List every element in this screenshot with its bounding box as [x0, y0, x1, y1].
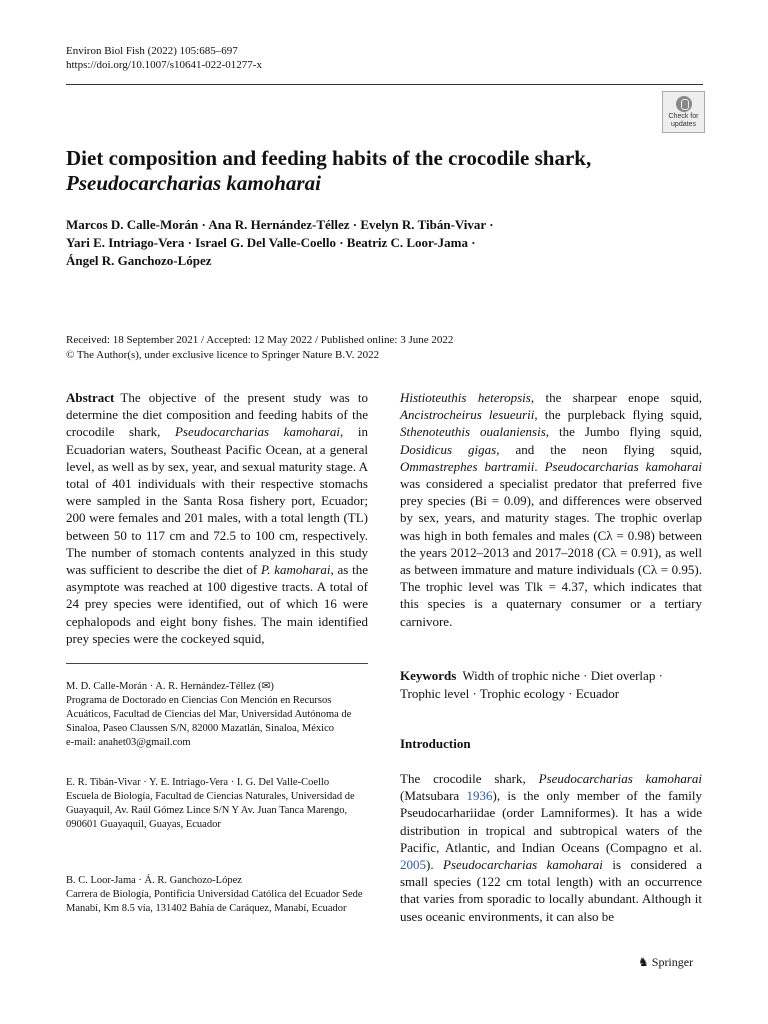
abstract-left-column: [66, 389, 368, 659]
intro-text: The crocodile shark,: [400, 771, 539, 786]
abstract-text: , the Jumbo flying squid,: [545, 424, 702, 440]
abstract-text: , the purpleback flying squid,: [534, 407, 703, 423]
species-name: Ancistrocheirus lesueurii: [400, 407, 535, 423]
bookmark-icon: [676, 96, 692, 112]
publisher-name: Springer: [651, 955, 694, 969]
abstract-label: Abstract: [66, 390, 115, 405]
abstract-text: The objective of the present study was to determine the diet composition and feeding habits of the crocodile shark,: [66, 390, 368, 440]
article-title: [66, 146, 666, 196]
affiliation-address: Escuela de Biología, Facultad de Ciencias Naturales, Universidad de Guayaquil, Av. Raúl Gómez Lince S/N Y Av. Juan Tanca Marengo, 090601 Guayaquil, Guayas, Ecuador: [66, 791, 355, 830]
affiliation-names: M. D. Calle-Morán · A. R. Hernández-Téllez (✉): [66, 681, 274, 692]
affiliation-names: E. R. Tibán-Vivar · Y. E. Intriago-Vera · I. G. Del Valle-Coello: [66, 777, 330, 788]
affiliation-2: [66, 776, 368, 832]
abstract-text: was considered a specialist predator that preferred five prey species (Bi = 0.09), and differences were observed by sex, years, and maturity stages. The trophic overlap was high in both females and males (Cλ = 0.98) between the years 2012–2013 and 2017–2018 (Cλ = 0.91), as well as between immature and mature individuals (Cλ = 0.95). The trophic level was Tlk = 4.37, which indicates that this species is a quaternary consumer or a tertiary carnivore.: [400, 476, 702, 629]
affiliation-1: [66, 680, 368, 750]
keywords-text: Width of trophic niche · Diet overlap · Trophic level · Trophic ecology · Ecuador: [400, 668, 663, 701]
species-name: Pseudocarcharias kamoharai: [544, 458, 703, 474]
species-name: P. kamoharai: [260, 562, 331, 578]
header-rule: [66, 84, 703, 85]
author-list: [66, 216, 696, 270]
keywords-label: Keywords: [400, 668, 457, 683]
species-name: Pseudocarcharias kamoharai: [174, 424, 341, 440]
species-name: Sthenoteuthis oualaniensis: [400, 424, 546, 440]
abstract-continuation: [400, 389, 702, 630]
journal-header: [66, 44, 262, 72]
species-name: Dosidicus gigas: [400, 441, 497, 457]
species-name: Pseudocarcharias kamoharai: [538, 771, 702, 786]
badge-label-2: updates: [671, 121, 696, 128]
affiliation-names: B. C. Loor-Jama · Á. R. Ganchozo-López: [66, 875, 242, 886]
intro-text: ).: [426, 857, 444, 873]
abstract-paragraph: [66, 389, 368, 647]
check-for-updates-badge[interactable]: [662, 91, 705, 133]
affiliation-rule: [66, 663, 368, 664]
badge-label-1: Check for: [668, 113, 699, 120]
title-line-1: Diet composition and feeding habits of the crocodile shark,: [66, 146, 592, 170]
keywords: [400, 667, 702, 703]
doi-link[interactable]: https://doi.org/10.1007/s10641-022-01277-x: [66, 59, 262, 71]
species-name: Ommastrephes bartramii: [400, 458, 535, 474]
received-dates: Received: 18 September 2021 / Accepted: 12 May 2022 / Published online: 3 June 2022: [66, 334, 454, 346]
copyright-line: © The Author(s), under exclusive licence to Springer Nature B.V. 2022: [66, 349, 380, 361]
abstract-right-column: [400, 389, 702, 630]
citation-link[interactable]: 2005: [400, 857, 426, 873]
abstract-text: , in Ecuadorian waters, Southeast Pacific Ocean, at a general level, as well as by sex, year, and sexual maturity stage. A total of 401 individuals with their respective stomachs were sampled in the Santa Rosa fishery port, Ecuador; 200 were females and 201 males, with a total length (TL) between 50 to 117 cm and 72.5 to 100 cm, respectively. The number of stomach contents analyzed in this study was sufficient to describe the diet of: [66, 424, 368, 578]
abstract-text: .: [534, 458, 545, 474]
email-link[interactable]: e-mail: anahet03@gmail.com: [66, 737, 191, 748]
intro-paragraph: [400, 770, 702, 925]
affiliation-address: Programa de Doctorado en Ciencias Con Mención en Recursos Acuáticos, Facultad de Ciencias del Mar, Universidad Autónoma de Sinaloa, Paseo Claussen S/N, 82000 Mazatlán, Sinaloa, México: [66, 695, 352, 734]
section-heading: Introduction: [400, 736, 471, 751]
abstract-text: , as the asymptote was reached at 100 digestive tracts. A total of 24 prey species were identified, out of which 16 were cephalopods and eight bony fishes. The main identified prey species were the cockeyed squid,: [66, 562, 368, 646]
introduction-text: [400, 770, 702, 925]
intro-text: (Matsubara: [400, 788, 467, 804]
journal-citation: Environ Biol Fish (2022) 105:685–697: [66, 45, 238, 57]
affiliation-address: Carrera de Biología, Pontificia Universidad Católica del Ecuador Sede Manabí, Km 8.5 vía, 131402 Bahía de Caráquez, Manabí, Ecuador: [66, 889, 363, 914]
affiliation-3: [66, 874, 368, 916]
authors-line-1: Marcos D. Calle-Morán · Ana R. Hernández-Téllez · Evelyn R. Tibán-Vivar ·: [66, 217, 494, 232]
species-name: Pseudocarcharias kamoharai: [443, 857, 603, 873]
citation-link[interactable]: 1936: [466, 788, 493, 804]
publisher-footer: [638, 955, 693, 970]
authors-line-2: Yari E. Intriago-Vera · Israel G. Del Valle-Coello · Beatriz C. Loor-Jama ·: [66, 235, 476, 250]
springer-horse-icon: ♞: [638, 955, 649, 969]
authors-line-3: Ángel R. Ganchozo-López: [66, 253, 212, 268]
species-name: Histioteuthis heteropsis: [400, 390, 531, 405]
intro-text: ), is the only member of the family Pseudocarhariidae (order Lamniformes). It has a wide distribution in tropical and subtropical waters of the Pacific, Atlantic, and Indian Oceans (Compagno et al.: [400, 788, 703, 855]
abstract-text: , and the neon flying squid,: [496, 441, 702, 457]
intro-text: is considered a small species (122 cm total length) with an occurrence that varies from sporadic to locally abundant. Although it uses oceanic environments, it can also be: [400, 857, 702, 924]
abstract-text: , the sharpear enope squid,: [530, 390, 703, 405]
title-species: Pseudocarcharias kamoharai: [66, 171, 321, 195]
publication-dates: [66, 333, 453, 363]
